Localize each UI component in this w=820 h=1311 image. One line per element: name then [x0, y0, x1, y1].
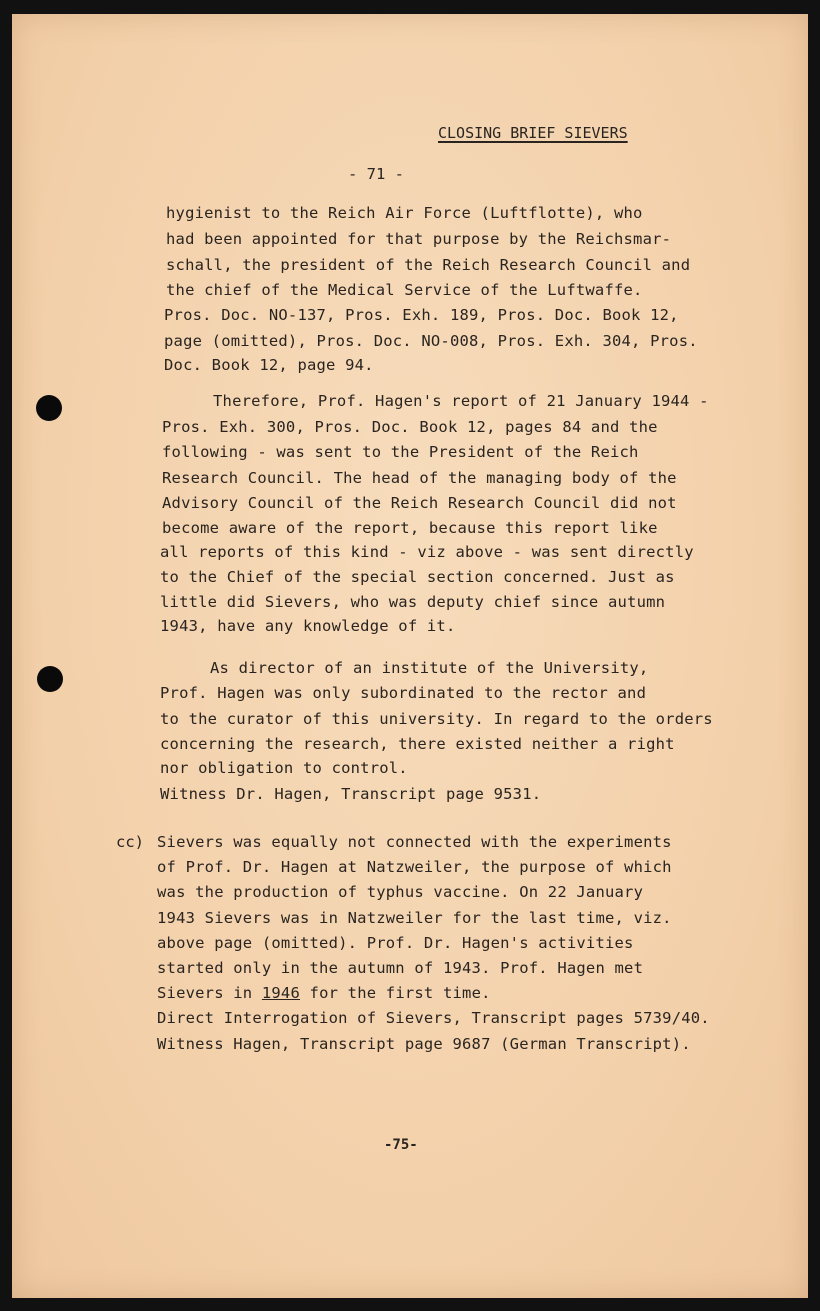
paragraph-line: to the curator of this university. In regard to the orders [160, 710, 713, 728]
paragraph-line: 1943, have any knowledge of it. [160, 617, 456, 635]
paragraph-line: the chief of the Medical Service of the Luftwaffe. [166, 281, 643, 299]
page-header: CLOSING BRIEF SIEVERS [438, 124, 628, 142]
paragraph-line: Prof. Hagen was only subordinated to the rector and [160, 684, 647, 702]
punch-hole-bottom [37, 666, 63, 692]
text-segment: for the first time. [300, 984, 491, 1002]
text-segment: Sievers in [157, 984, 262, 1002]
paragraph-line: of Prof. Dr. Hagen at Natzweiler, the purpose of which [157, 858, 672, 876]
paragraph-line: concerning the research, there existed neither a right [160, 735, 675, 753]
paragraph-line: started only in the autumn of 1943. Prof. Hagen met [157, 959, 644, 977]
paragraph-line: following - was sent to the President of the Reich [162, 443, 639, 461]
punch-hole-top [36, 395, 62, 421]
page-number: - 71 - [348, 165, 404, 183]
paragraph-line [157, 984, 491, 1002]
paragraph-line: page (omitted), Pros. Doc. NO-008, Pros. Exh. 304, Pros. [164, 332, 698, 350]
paragraph-line: Witness Dr. Hagen, Transcript page 9531. [160, 785, 542, 803]
reference-line: Witness Hagen, Transcript page 9687 (German Transcript). [157, 1035, 691, 1053]
paragraph-line: schall, the president of the Reich Research Council and [166, 256, 691, 274]
paragraph-line: Pros. Exh. 300, Pros. Doc. Book 12, pages 84 and the [162, 418, 658, 436]
paragraph-line: all reports of this kind - viz above - was sent directly [160, 543, 694, 561]
paragraph-line: Pros. Doc. NO-137, Pros. Exh. 189, Pros. Doc. Book 12, [164, 306, 679, 324]
underlined-year: 1946 [261, 984, 300, 1002]
reference-line: Direct Interrogation of Sievers, Transcript pages 5739/40. [157, 1009, 710, 1027]
paragraph-line: little did Sievers, who was deputy chief since autumn [160, 593, 666, 611]
paragraph-line: was the production of typhus vaccine. On 22 January [157, 883, 644, 901]
paragraph-line: Sievers was equally not connected with the experiments [157, 833, 672, 851]
paragraph-line: hygienist to the Reich Air Force (Luftflotte), who [166, 204, 643, 222]
paragraph-line: above page (omitted). Prof. Dr. Hagen's activities [157, 934, 634, 952]
list-marker: cc) [116, 833, 144, 851]
paragraph-line: had been appointed for that purpose by the Reichsmar- [166, 230, 672, 248]
paragraph-line: Doc. Book 12, page 94. [164, 356, 374, 374]
paragraph-line: nor obligation to control. [160, 759, 408, 777]
paragraph-line: Research Council. The head of the managing body of the [162, 469, 677, 487]
paragraph-line: to the Chief of the special section concerned. Just as [160, 568, 675, 586]
paragraph-line: become aware of the report, because this report like [162, 519, 658, 537]
paragraph-line: Therefore, Prof. Hagen's report of 21 January 1944 - [213, 392, 709, 410]
paragraph-line: Advisory Council of the Reich Research Council did not [162, 494, 677, 512]
paragraph-line: 1943 Sievers was in Natzweiler for the last time, viz. [157, 909, 672, 927]
footer-page-number: -75- [384, 1137, 418, 1153]
paragraph-line: As director of an institute of the University, [210, 659, 649, 677]
